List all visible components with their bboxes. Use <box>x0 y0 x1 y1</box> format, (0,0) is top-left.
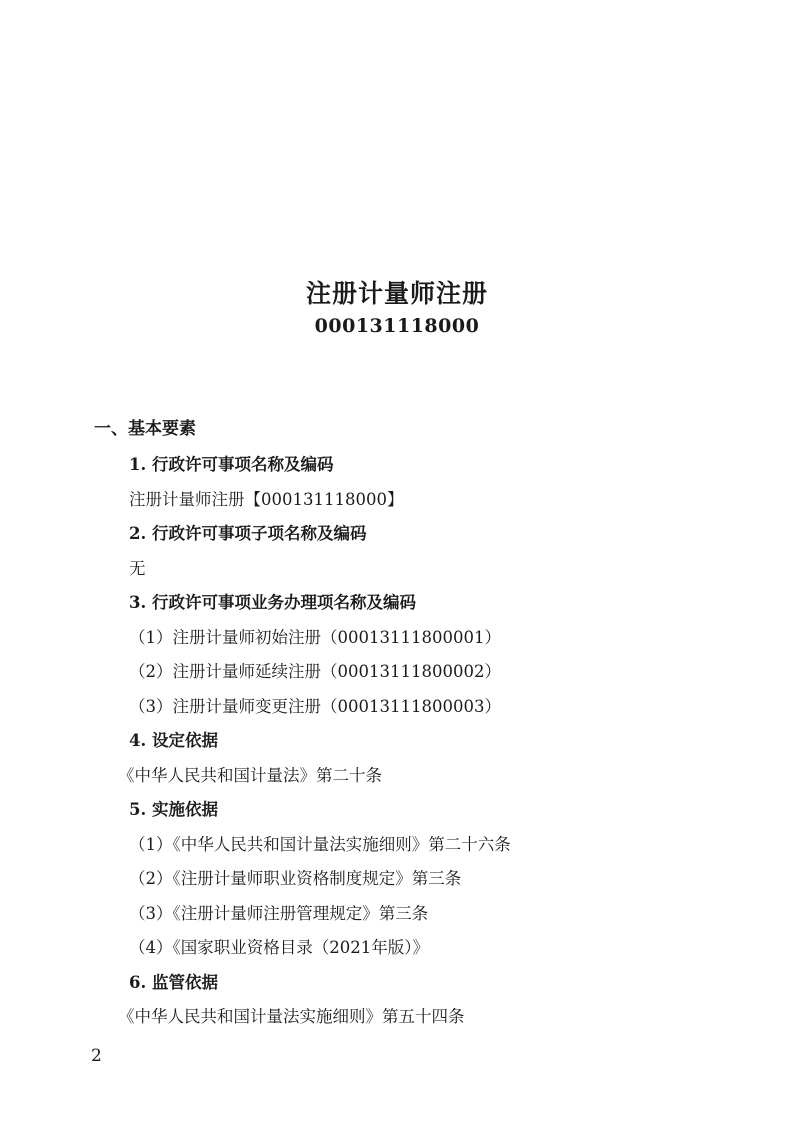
text-legal-basis: 《中华人民共和国计量法》第二十条 <box>118 765 382 785</box>
text-supervision-basis: 《中华人民共和国计量法实施细则》第五十四条 <box>118 1007 465 1026</box>
text-business-item-1: （1）注册计量师初始注册（00013111800001） <box>129 627 501 647</box>
text-item-name: 注册计量师注册【000131118000】 <box>129 489 404 509</box>
content-body <box>0 448 794 1035</box>
heading-legal-basis: 4. 设定依据 <box>129 731 218 750</box>
heading-supervision-basis: 6. 监管依据 <box>129 972 218 992</box>
document-title: 注册计量师注册 <box>305 279 488 308</box>
text-implementation-basis-3: （3）《注册计量师注册管理规定》第三条 <box>129 903 429 923</box>
document-code: 000131118000 <box>314 315 480 337</box>
text-business-item-2: （2）注册计量师延续注册（00013111800002） <box>129 662 501 681</box>
section-heading-basic-elements: 一、基本要素 <box>94 419 196 439</box>
text-implementation-basis-2: （2）《注册计量师职业资格制度规定》第三条 <box>129 869 462 888</box>
text-implementation-basis-1: （1）《中华人民共和国计量法实施细则》第二十六条 <box>129 834 511 854</box>
text-implementation-basis-4: （4）《国家职业资格目录（2021年版）》 <box>129 938 429 957</box>
text-subitem-name: 无 <box>129 558 146 578</box>
text-business-item-3: （3）注册计量师变更注册（00013111800003） <box>129 696 501 716</box>
page-number: 2 <box>91 1046 102 1066</box>
heading-implementation-basis: 5. 实施依据 <box>129 800 218 819</box>
heading-subitem-name: 2. 行政许可事项子项名称及编码 <box>129 524 367 543</box>
heading-item-name: 1. 行政许可事项名称及编码 <box>129 455 334 474</box>
heading-business-items: 3. 行政许可事项业务办理项名称及编码 <box>129 593 416 612</box>
